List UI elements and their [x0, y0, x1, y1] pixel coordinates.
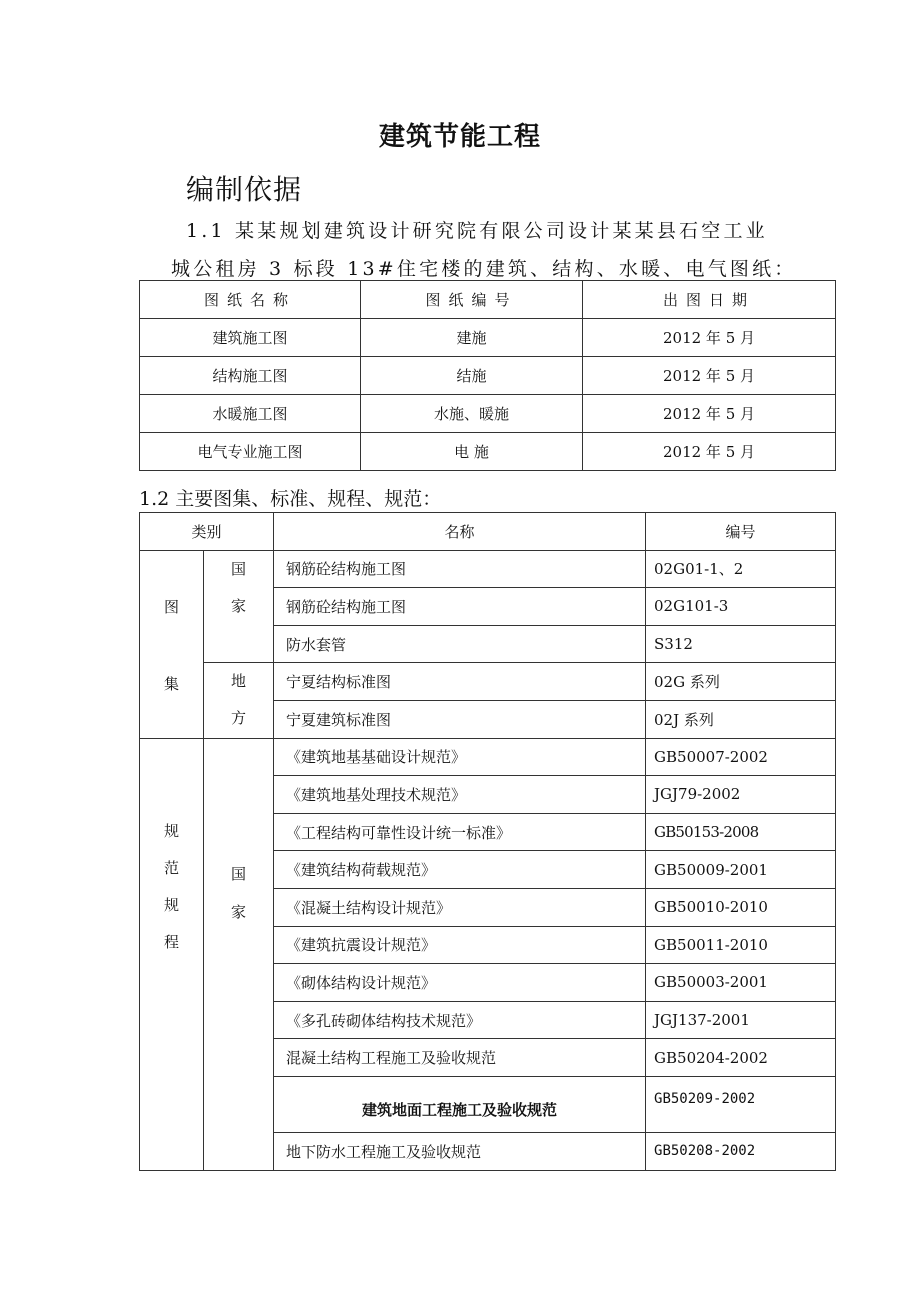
standard-code: 02G 系列 [646, 663, 836, 701]
standard-code: JGJ137-2001 [646, 1001, 836, 1039]
standard-code: JGJ79-2002 [646, 776, 836, 814]
standard-code: GB50003-2001 [646, 964, 836, 1002]
standard-name: 建筑地面工程施工及验收规范 [274, 1076, 646, 1132]
standard-name: 防水套管 [274, 625, 646, 663]
header-drawing-name: 图纸名称 [140, 281, 361, 319]
table-header-row [140, 513, 836, 551]
table-row [140, 319, 836, 357]
standard-code: 02G101-3 [646, 588, 836, 626]
subcategory-local: 地 方 [204, 663, 274, 738]
standard-name: 钢筋砼结构施工图 [274, 550, 646, 588]
standard-code: GB50007-2002 [646, 738, 836, 776]
standard-code: 02G01-1、2 [646, 550, 836, 588]
drawing-code: 水施、暖施 [361, 395, 583, 433]
header-code: 编号 [646, 513, 836, 551]
standard-code: 02J 系列 [646, 700, 836, 738]
standard-name: 宁夏结构标准图 [274, 663, 646, 701]
category-standards-codes: 规 范 规 程 [140, 738, 204, 1170]
section-heading: 编制依据 [186, 173, 303, 206]
standard-code: GB50153-2008 [646, 813, 836, 851]
paragraph-1-2-heading: 1.2 主要图集、标准、规程、规范： [139, 488, 442, 510]
drawing-name: 结构施工图 [140, 357, 361, 395]
standard-name: 《建筑地基处理技术规范》 [274, 776, 646, 814]
drawing-code: 建施 [361, 319, 583, 357]
standard-name: 《混凝土结构设计规范》 [274, 888, 646, 926]
paragraph-1-1-line-2: 城公租房 3 标段 13#住宅楼的建筑、结构、水暖、电气图纸： [171, 258, 797, 280]
table-row [140, 433, 836, 471]
standard-code: GB50010-2010 [646, 888, 836, 926]
category-atlas: 图 集 [140, 550, 204, 738]
standards-table [139, 512, 836, 1171]
issue-date: 2012 年 5 月 [583, 433, 836, 471]
drawing-code: 电 施 [361, 433, 583, 471]
paragraph-1-1-line-1: 1.1 某某规划建筑设计研究院有限公司设计某某县石空工业 [186, 220, 768, 242]
standard-name: 混凝土结构工程施工及验收规范 [274, 1039, 646, 1077]
standard-name: 《建筑结构荷载规范》 [274, 851, 646, 889]
table-row [140, 395, 836, 433]
standard-name: 《砌体结构设计规范》 [274, 964, 646, 1002]
standard-name: 宁夏建筑标准图 [274, 700, 646, 738]
drawing-name: 建筑施工图 [140, 319, 361, 357]
issue-date: 2012 年 5 月 [583, 395, 836, 433]
document-title: 建筑节能工程 [378, 122, 541, 152]
standard-code: GB50011-2010 [646, 926, 836, 964]
standard-code: GB50204-2002 [646, 1039, 836, 1077]
subcategory-national: 国 家 [204, 550, 274, 663]
standard-code: S312 [646, 625, 836, 663]
drawing-name: 水暖施工图 [140, 395, 361, 433]
standard-code: GB50009-2001 [646, 851, 836, 889]
standard-name: 《多孔砖砌体结构技术规范》 [274, 1001, 646, 1039]
standard-name: 钢筋砼结构施工图 [274, 588, 646, 626]
standard-name: 《建筑抗震设计规范》 [274, 926, 646, 964]
drawing-code: 结施 [361, 357, 583, 395]
header-drawing-code: 图纸编号 [361, 281, 583, 319]
table-row [140, 357, 836, 395]
issue-date: 2012 年 5 月 [583, 319, 836, 357]
header-issue-date: 出图日期 [583, 281, 836, 319]
standard-name: 《建筑地基基础设计规范》 [274, 738, 646, 776]
table-header-row [140, 281, 836, 319]
standard-name: 地下防水工程施工及验收规范 [274, 1132, 646, 1170]
table-row [140, 738, 836, 776]
header-category: 类别 [140, 513, 274, 551]
subcategory-national: 国 家 [204, 738, 274, 1170]
table-row [140, 550, 836, 588]
standard-code: GB50209-2002 [646, 1076, 836, 1132]
standard-name: 《工程结构可靠性设计统一标准》 [274, 813, 646, 851]
standard-code: GB50208-2002 [646, 1132, 836, 1170]
table-row [140, 663, 836, 701]
drawings-table [139, 280, 836, 471]
drawing-name: 电气专业施工图 [140, 433, 361, 471]
header-name: 名称 [274, 513, 646, 551]
issue-date: 2012 年 5 月 [583, 357, 836, 395]
